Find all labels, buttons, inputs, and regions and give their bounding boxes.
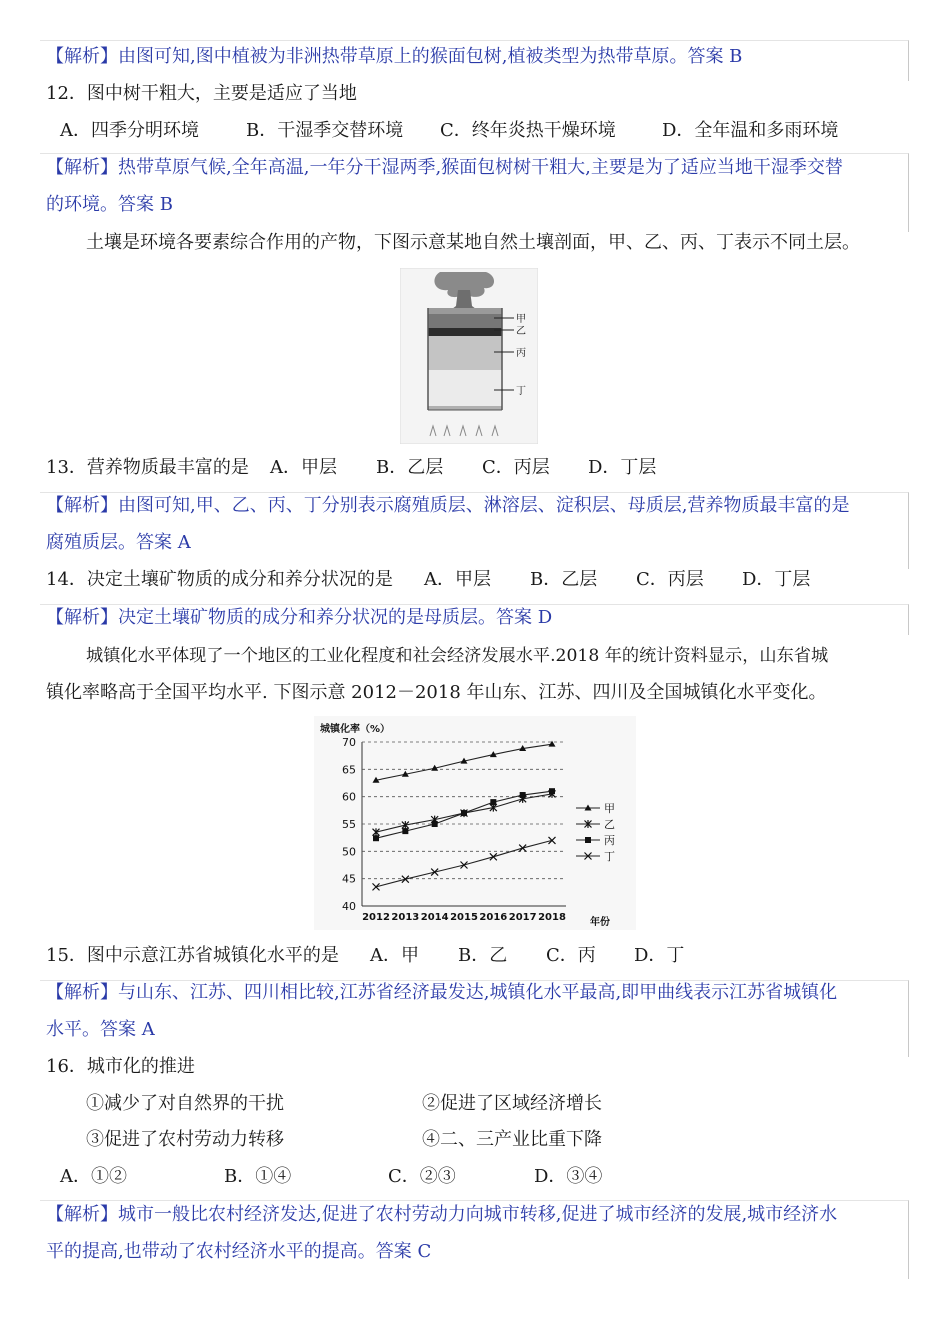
x-tick-label: 2015: [450, 912, 478, 923]
question-16: 16．城市化的推进: [46, 1056, 195, 1077]
urbanization-chart-svg: [314, 716, 636, 930]
soil-label: 丙: [516, 348, 526, 359]
x-tick-label: 2014: [420, 912, 449, 923]
question-16-options: [60, 1164, 602, 1190]
option-d: D．丁层: [742, 569, 811, 590]
analysis-12-line2: 的环境。答案 B: [46, 194, 173, 215]
x-tick-label: 2018: [538, 912, 566, 923]
option-a: A．甲层: [424, 569, 491, 590]
analysis-tag: 【解析】: [46, 157, 118, 178]
option-c: C．终年炎热干燥环境: [440, 120, 616, 141]
soil-label: 甲: [516, 314, 526, 325]
analysis-13-line2: 腐殖质层。答案 A: [46, 532, 191, 553]
question-14-text: 14．决定土壤矿物质的成分和养分状况的是: [46, 569, 393, 590]
statement-3: ③促进了农村劳动力转移: [86, 1129, 284, 1150]
data-point: [490, 799, 496, 805]
analysis-11: [46, 44, 910, 70]
option-b: B．乙层: [376, 457, 444, 478]
y-tick-label: 70: [342, 736, 356, 749]
y-tick-label: 55: [342, 818, 356, 831]
soil-label: 丁: [516, 386, 526, 397]
option-a: A．甲: [370, 945, 419, 966]
analysis-text: 由图可知,图中植被为非洲热带草原上的猴面包树,植被类型为热带草原。答案 B: [118, 46, 743, 67]
option-a: A．甲层: [270, 457, 337, 478]
data-point: [402, 828, 408, 834]
question-15-text: 15．图中示意江苏省城镇化水平的是: [46, 945, 339, 966]
statement-1: ①减少了对自然界的干扰: [86, 1093, 284, 1114]
y-tick-label: 40: [342, 900, 356, 913]
analysis-text: 热带草原气候,全年高温,一年分干湿两季,猴面包树树干粗大,主要是为了适应当地干湿季交替: [118, 157, 843, 178]
question-16-items-row1: [86, 1091, 602, 1117]
layer-bing: [428, 336, 502, 370]
data-point: [461, 810, 467, 816]
option-b: B．乙: [458, 945, 508, 966]
data-point: [432, 821, 438, 827]
soil-profile-figure: [400, 268, 538, 444]
option-c: C．丙: [546, 945, 596, 966]
analysis-text: 城市一般比农村经济发达,促进了农村劳动力向城市转移,促进了城市经济的发展,城市经济水: [118, 1204, 838, 1225]
option-a: A．①②: [60, 1166, 127, 1187]
soil-label: 乙: [516, 326, 526, 337]
legend-label: 乙: [604, 818, 615, 831]
option-b: B．①④: [224, 1166, 292, 1187]
analysis-tag: 【解析】: [46, 1204, 118, 1225]
y-tick-label: 50: [342, 845, 356, 859]
question-13-text: 13．营养物质最丰富的是: [46, 457, 249, 478]
option-b: B．干湿季交替环境: [246, 120, 404, 141]
city-intro-line1: 城镇化水平体现了一个地区的工业化程度和社会经济发展水平.2018 年的统计资料显示，山东省城: [86, 646, 829, 666]
legend-label: 甲: [604, 802, 615, 815]
question-16-items-row2: [86, 1127, 602, 1153]
data-point: [373, 835, 379, 841]
question-12-options: [60, 118, 838, 144]
legend-label: 丙: [604, 834, 615, 847]
option-d: D．全年温和多雨环境: [662, 120, 839, 141]
option-c: C．丙层: [482, 457, 550, 478]
analysis-13-line1: [46, 493, 910, 519]
city-intro-line2: 镇化率略高于全国平均水平. 下图示意 2012－2018 年山东、江苏、四川及全国城镇化水平变化。: [46, 682, 827, 703]
soil-intro: 土壤是环境各要素综合作用的产物，下图示意某地自然土壤剖面，甲、乙、丙、丁表示不同土层。: [86, 232, 860, 253]
option-b: B．乙层: [530, 569, 598, 590]
analysis-tag: 【解析】: [46, 607, 118, 628]
soil-profile-diagram: [400, 268, 538, 444]
layer-ding: [428, 370, 502, 406]
option-d: D．丁: [634, 945, 685, 966]
layer-surface: [428, 308, 502, 314]
question-14: [46, 567, 810, 593]
analysis-15-line2: 水平。答案 A: [46, 1019, 155, 1040]
analysis-tag: 【解析】: [46, 982, 118, 1003]
y-tick-label: 65: [342, 763, 356, 777]
statement-2: ②促进了区域经济增长: [422, 1093, 602, 1114]
chart-ylabel: 城镇化率（%）: [320, 724, 391, 735]
x-tick-label: 2013: [391, 912, 420, 923]
y-tick-label: 60: [342, 790, 356, 804]
statement-4: ④二、三产业比重下降: [422, 1129, 602, 1150]
question-12: 12．图中树干粗大，主要是适应了当地: [46, 83, 357, 104]
analysis-tag: 【解析】: [46, 495, 118, 516]
analysis-15-line1: [46, 980, 910, 1006]
urbanization-chart: [314, 716, 636, 930]
legend-label: 丁: [604, 850, 615, 863]
analysis-12-line1: [46, 155, 910, 181]
x-tick-label: 2016: [479, 912, 508, 923]
option-c: C．②③: [388, 1166, 456, 1187]
analysis-text: 决定土壤矿物质的成分和养分状况的是母质层。答案 D: [118, 607, 553, 628]
x-tick-label: 2017: [508, 912, 537, 923]
question-15: [46, 943, 684, 969]
analysis-16-line2: 平的提高,也带动了农村经济水平的提高。答案 C: [46, 1241, 432, 1262]
y-tick-label: 45: [342, 872, 356, 886]
layer-jia: [428, 314, 502, 328]
option-d: D．③④: [534, 1166, 603, 1187]
option-a: A．四季分明环境: [60, 120, 199, 141]
analysis-text: 由图可知,甲、乙、丙、丁分别表示腐殖质层、淋溶层、淀积层、母质层,营养物质最丰富的是: [118, 495, 850, 516]
chart-xlabel: 年份: [590, 917, 610, 928]
x-tick-label: 2012: [362, 912, 390, 923]
option-d: D．丁层: [588, 457, 657, 478]
analysis-16-line1: [46, 1202, 910, 1228]
data-point: [520, 792, 526, 798]
data-point: [549, 788, 555, 794]
analysis-tag: 【解析】: [46, 46, 118, 67]
analysis-text: 与山东、江苏、四川相比较,江苏省经济最发达,城镇化水平最高,即甲曲线表示江苏省城镇化: [118, 982, 838, 1003]
legend-marker: [585, 837, 591, 843]
layer-yi: [428, 328, 502, 336]
question-13: [46, 455, 656, 481]
option-c: C．丙层: [636, 569, 704, 590]
analysis-14: [46, 605, 910, 631]
